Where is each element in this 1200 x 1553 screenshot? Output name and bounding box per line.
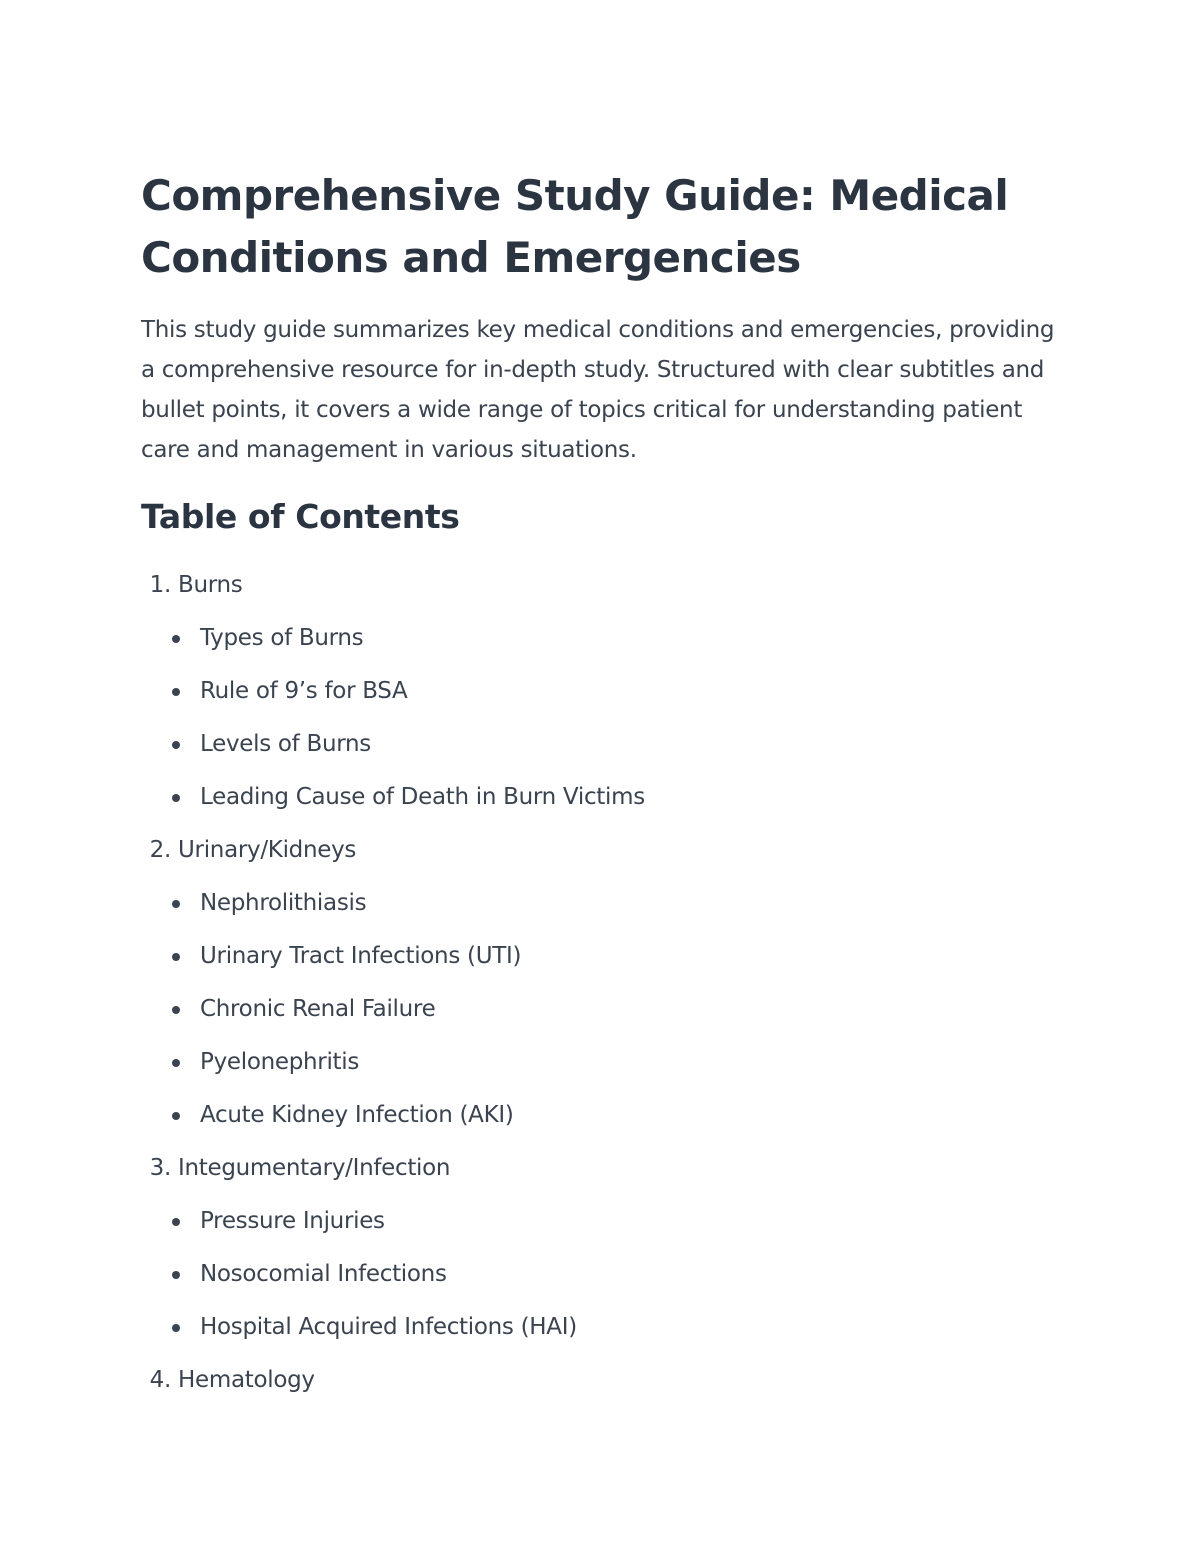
list-item	[141, 936, 1071, 989]
toc-section-label: Burns	[178, 572, 243, 598]
list-item	[141, 1042, 1071, 1095]
list-item	[141, 1254, 1071, 1307]
toc-sub-list	[141, 618, 1071, 830]
list-item-label: Types of Burns	[200, 625, 364, 651]
document-page	[141, 165, 1071, 1393]
list-item	[141, 883, 1071, 936]
list-item-label: Nephrolithiasis	[200, 890, 367, 916]
toc-section-hematology	[141, 1360, 1071, 1413]
toc-section-burns	[141, 565, 1071, 830]
bullet-icon	[172, 1218, 180, 1226]
bullet-icon	[172, 741, 180, 749]
toc-section-urinary	[141, 830, 1071, 1148]
toc-sub-list	[141, 883, 1071, 1148]
toc-section-integumentary	[141, 1148, 1071, 1360]
toc-sub-list	[141, 1201, 1071, 1360]
bullet-icon	[172, 794, 180, 802]
toc-section-number: 4.	[149, 1367, 171, 1393]
list-item-label: Hospital Acquired Infections (HAI)	[200, 1314, 577, 1340]
list-item	[141, 1201, 1071, 1254]
list-item-label: Pyelonephritis	[200, 1049, 360, 1075]
bullet-icon	[172, 900, 180, 908]
toc-section-heading	[141, 565, 1071, 618]
toc-section-label: Integumentary/Infection	[178, 1155, 451, 1181]
list-item	[141, 1095, 1071, 1148]
bullet-icon	[172, 688, 180, 696]
list-item	[141, 989, 1071, 1042]
list-item-label: Rule of 9’s for BSA	[200, 678, 408, 704]
list-item	[141, 1307, 1071, 1360]
page-title: Comprehensive Study Guide: Medical Conditions and Emergencies	[141, 171, 1009, 282]
toc-heading: Table of Contents	[141, 497, 460, 536]
bullet-icon	[172, 1059, 180, 1067]
bullet-icon	[172, 953, 180, 961]
toc-section-heading	[141, 1148, 1071, 1201]
bullet-icon	[172, 1324, 180, 1332]
list-item	[141, 671, 1071, 724]
list-item-label: Levels of Burns	[200, 731, 371, 757]
bullet-icon	[172, 1112, 180, 1120]
table-of-contents	[141, 565, 1071, 1413]
list-item	[141, 777, 1071, 830]
toc-section-number: 3.	[149, 1155, 171, 1181]
bullet-icon	[172, 1006, 180, 1014]
toc-section-number: 1.	[149, 572, 171, 598]
list-item	[141, 724, 1071, 777]
toc-section-label: Hematology	[178, 1367, 315, 1393]
toc-section-heading	[141, 1360, 1071, 1413]
bullet-icon	[172, 1271, 180, 1279]
list-item-label: Chronic Renal Failure	[200, 996, 436, 1022]
list-item	[141, 618, 1071, 671]
list-item-label: Leading Cause of Death in Burn Victims	[200, 784, 645, 810]
intro-paragraph: This study guide summarizes key medical conditions and emergencies, providing a comprehensive resource for in-depth study. Structured with clear subtitles and bullet points, it covers a wide range of topics critical for understanding patient care and management in various situations.	[141, 317, 1055, 463]
bullet-icon	[172, 635, 180, 643]
list-item-label: Nosocomial Infections	[200, 1261, 447, 1287]
list-item-label: Pressure Injuries	[200, 1208, 385, 1234]
toc-section-number: 2.	[149, 837, 171, 863]
list-item-label: Urinary Tract Infections (UTI)	[200, 943, 522, 969]
toc-section-heading	[141, 830, 1071, 883]
list-item-label: Acute Kidney Infection (AKI)	[200, 1102, 514, 1128]
toc-section-label: Urinary/Kidneys	[178, 837, 357, 863]
